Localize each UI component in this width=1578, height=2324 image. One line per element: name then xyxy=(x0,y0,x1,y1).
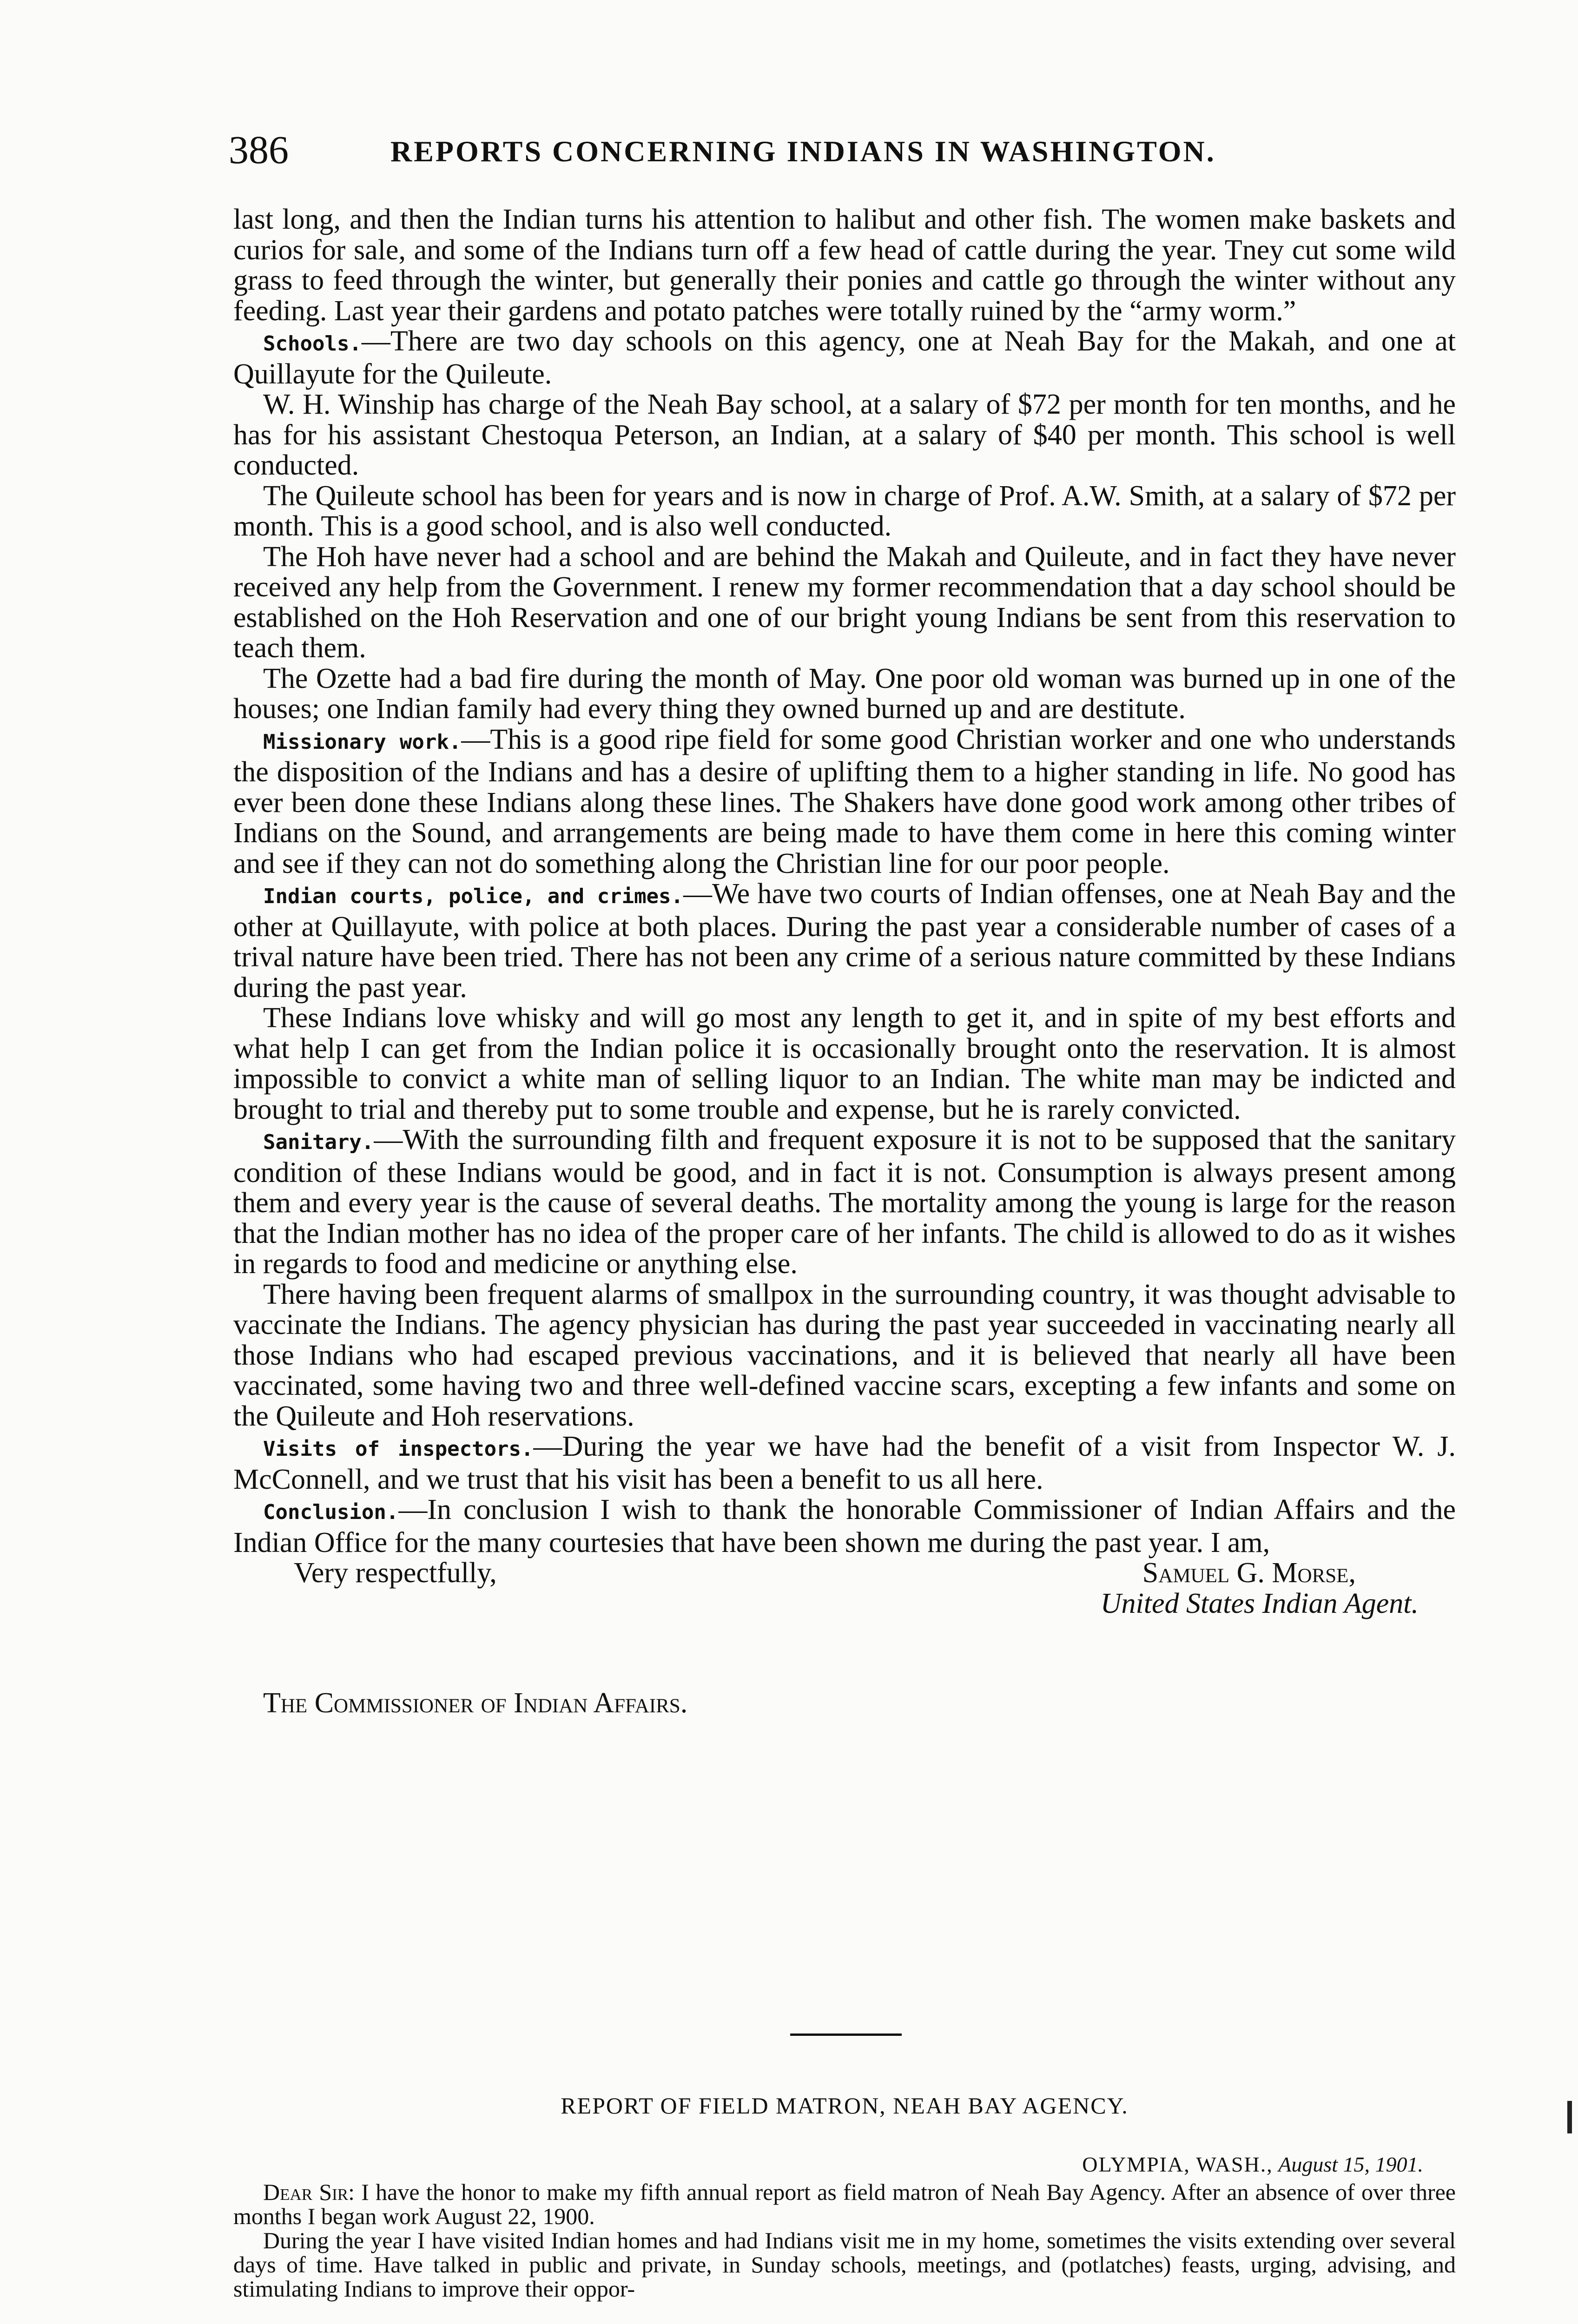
sanitary-text: —With the surrounding filth and frequent exposure it is not to be supposed that the sanitary condition of these Indians would be good, and in fact it is not. Consumption is always present among them and every year is the cause of several deaths. The mortality among the young is large for the reason that the Indian mother has no idea of the proper care of her infants. The child is allowed to do as it wishes in regards to food and medicine or anything else. xyxy=(233,1124,1456,1280)
conclusion-text: —In conclusion I wish to thank the honorable Commissioner of Indian Affairs and the Indian Office for the many courtesies that have been shown me during the past year. I am, xyxy=(233,1494,1456,1558)
scan-margin-mark xyxy=(1567,2101,1572,2133)
addressee: The Commissioner of Indian Affairs. xyxy=(263,1687,688,1719)
paragraph-schools xyxy=(233,326,1456,390)
paragraph-matron-visits: During the year I have visited Indian homes and had Indians visit me in my home, sometimes the visits extending over several days of time. Have talked in public and private, in Sunday schools, meetings, and (potlatches) feasts, urging, advising, and stimulating Indians to improve their oppor- xyxy=(233,2227,1456,2302)
paragraph-conclusion xyxy=(233,1495,1456,1558)
dateline xyxy=(233,2152,1423,2177)
paragraph-visits xyxy=(233,1432,1456,1495)
courts-text: —We have two courts of Indian offenses, one at Neah Bay and the other at Quillayute, with police at both places. During the past year a considerable number of cases of a trival nature have been tried. There has not been any crime of a serious nature committed by these Indians during the past year. xyxy=(233,878,1456,1004)
paragraph-fishing: last long, and then the Indian turns his attention to halibut and other fish. The women make baskets and curios for sale, and some of the Indians turn off a few head of cattle during the year. Tney cut some wild grass to feed through the winter, but generally their ponies and cattle go through the winter without any feeding. Last year their gardens and potato patches were totally ruined by the “army worm.” xyxy=(233,204,1456,327)
paragraph-missionary xyxy=(233,725,1456,879)
missionary-text: —This is a good ripe field for some good Christian worker and one who understands the disposition of the Indians and has a desire of uplifting them to a higher standing in life. No good has ever been done these Indians along these lines. The Shakers have done good work among other tribes of Indians on the Sound, and arrangements are being made to have them come in here this coming winter and see if they can not do something along the Christian line for our poor people. xyxy=(233,723,1456,879)
matron-intro-text: I have the honor to make my fifth annual report as field matron of Neah Bay Agency. After an absence of over three months I began work August 22, 1900. xyxy=(233,2179,1456,2229)
section-heading-schools: Schools. xyxy=(263,332,362,356)
section-heading-sanitary: Sanitary. xyxy=(263,1130,374,1154)
paragraph-ozette: The Ozette had a bad fire during the month of May. One poor old woman was burned up in one of the houses; one Indian family had every thing they owned burned up and are destitute. xyxy=(233,662,1456,725)
paragraph-matron-intro xyxy=(233,2180,1456,2228)
closing-salutation: Very respectfully, xyxy=(294,1557,497,1589)
closing-block xyxy=(233,1558,1456,1665)
paragraph-quileute-school: The Quileute school has been for years and is now in charge of Prof. A.W. Smith, at a salary of $72 per month. This is a good school, and is also well conducted. xyxy=(233,480,1456,542)
salutation: Dear Sir: xyxy=(263,2179,355,2205)
dateline-place: OLYMPIA, WASH., xyxy=(1082,2152,1273,2176)
visits-text: —During the year we have had the benefit of a visit from Inspector W. J. McConnell, and we trust that his visit has been a benefit to us all here. xyxy=(233,1431,1456,1495)
section-heading-courts: Indian courts, police, and crimes. xyxy=(263,885,684,908)
page-header xyxy=(229,126,1456,178)
report-heading: REPORT OF FIELD MATRON, NEAH BAY AGENCY. xyxy=(561,2093,1129,2119)
paragraph-smallpox: There having been frequent alarms of smallpox in the surrounding country, it was thought advisable to vaccinate the Indians. The agency physician has during the past year succeeded in vaccinating nearly all those Indians who had escaped previous vaccinations, and it is believed that nearly all have been vaccinated, some having two and three well-defined vaccine scars, excepting a few infants and some on the Quileute and Hoh reservations. xyxy=(233,1278,1456,1432)
paragraph-hoh: The Hoh have never had a school and are behind the Makah and Quileute, and in fact they have never received any help from the Government. I renew my former recommendation that a day school should be established on the Hoh Reservation and one of our bright young Indians be sent from this reservation to teach them. xyxy=(233,541,1456,664)
signature-name: Samuel G. Morse, xyxy=(1142,1557,1356,1589)
running-head: REPORTS CONCERNING INDIANS IN WASHINGTON. xyxy=(390,135,1216,168)
section-heading-conclusion: Conclusion. xyxy=(263,1500,399,1524)
page-number: 386 xyxy=(229,127,289,172)
signature-title: United States Indian Agent. xyxy=(1100,1587,1419,1619)
paragraph-courts xyxy=(233,879,1456,1003)
paragraph-winship: W. H. Winship has charge of the Neah Bay school, at a salary of $72 per month for ten months, and he has for his assistant Chestoqua Peterson, an Indian, at a salary of $40 per month. This school is well conducted. xyxy=(233,389,1456,481)
signature-block xyxy=(1101,1558,1419,1619)
schools-text: —There are two day schools on this agency, one at Neah Bay for the Makah, and one at Quillayute for the Quileute. xyxy=(233,325,1456,390)
field-matron-report-body xyxy=(233,2180,1456,2301)
paragraph-whisky: These Indians love whisky and will go most any length to get it, and in spite of my best efforts and what help I can get from the Indian police it is occasionally brought onto the reservation. It is almost impossible to convict a white man of selling liquor to an Indian. The white man may be indicted and brought to trial and thereby put to some trouble and expense, but he is rarely convicted. xyxy=(233,1002,1456,1125)
section-heading-missionary: Missionary work. xyxy=(263,730,462,754)
section-heading-visits: Visits of inspectors. xyxy=(263,1437,534,1461)
dateline-date: August 15, 1901. xyxy=(1278,2152,1423,2176)
agent-report-body xyxy=(233,205,1456,1719)
section-divider xyxy=(790,2034,902,2036)
paragraph-sanitary xyxy=(233,1125,1456,1280)
